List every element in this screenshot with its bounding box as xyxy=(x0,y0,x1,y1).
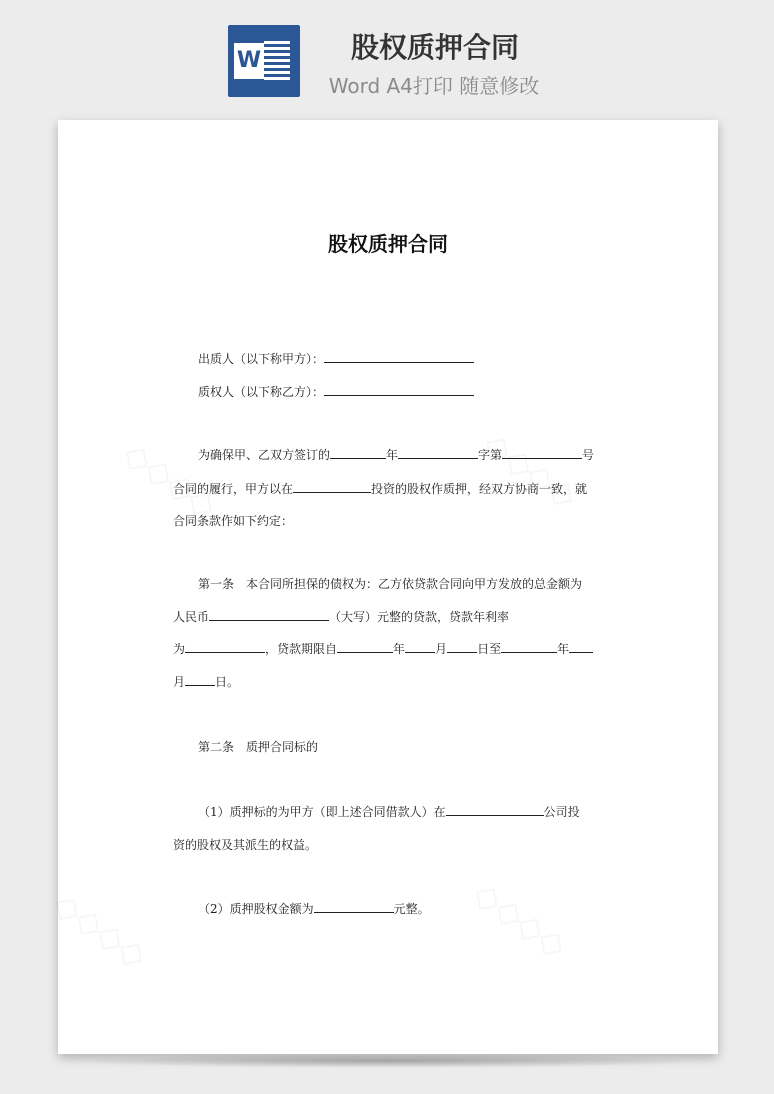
paragraph-line: 月 日。 xyxy=(173,675,240,689)
blank-field[interactable] xyxy=(209,608,329,621)
paragraph-line: 合同的履行，甲方以在 投资的股权作质押，经双方协商一致，就 xyxy=(173,482,588,496)
article-one-line: 第一条 本合同所担保的债权为：乙方依贷款合同向甲方发放的总金额为 xyxy=(198,577,583,591)
blank-field[interactable] xyxy=(337,640,393,653)
blank-field[interactable] xyxy=(501,640,557,653)
paragraph-line: 资的股权及其派生的权益。 xyxy=(173,838,318,852)
pledgor-line: 出质人（以下称甲方）： xyxy=(198,350,474,367)
blank-field[interactable] xyxy=(314,900,394,913)
pledgee-line: 质权人（以下称乙方）： xyxy=(198,383,474,400)
blank-field[interactable] xyxy=(502,446,582,459)
watermark-icon xyxy=(46,884,155,977)
paragraph-line: 人民币 （大写）元整的贷款，贷款年利率 xyxy=(173,610,510,624)
banner-title: 股权质押合同 xyxy=(350,31,519,64)
paragraph-line: （2）质押股权金额为 元整。 xyxy=(198,902,430,916)
paragraph-line: 为确保甲、乙双方签订的 年 字第 号 xyxy=(198,448,595,462)
blank-field[interactable] xyxy=(446,803,544,816)
blank-field[interactable] xyxy=(324,383,474,396)
paragraph-line: （1）质押标的为甲方（即上述合同借款人）在 公司投 xyxy=(198,805,580,819)
blank-field[interactable] xyxy=(398,446,478,459)
blank-field[interactable] xyxy=(324,350,474,363)
article-two-line: 第二条 质押合同标的 xyxy=(198,740,319,754)
blank-field[interactable] xyxy=(405,640,435,653)
document-title: 股权质押合同 xyxy=(328,232,448,256)
banner xyxy=(0,0,774,110)
watermark-icon xyxy=(466,874,575,967)
word-logo-letter: W xyxy=(234,43,264,79)
paragraph-line: 为 ，贷款期限自 年 月 日至 年 xyxy=(173,640,593,657)
page-shadow xyxy=(70,1054,706,1068)
watermark-icon xyxy=(476,424,585,517)
banner-subtitle: Word A4打印 随意修改 xyxy=(328,74,540,98)
blank-field[interactable] xyxy=(185,640,265,653)
paragraph-line: 合同条款作如下约定： xyxy=(173,514,294,528)
blank-field[interactable] xyxy=(293,480,371,493)
blank-field[interactable] xyxy=(569,640,593,653)
blank-field[interactable] xyxy=(330,446,386,459)
blank-field[interactable] xyxy=(185,673,215,686)
document-page xyxy=(58,120,718,1054)
document-lines-icon xyxy=(264,41,290,83)
blank-field[interactable] xyxy=(447,640,477,653)
word-icon xyxy=(228,25,300,97)
